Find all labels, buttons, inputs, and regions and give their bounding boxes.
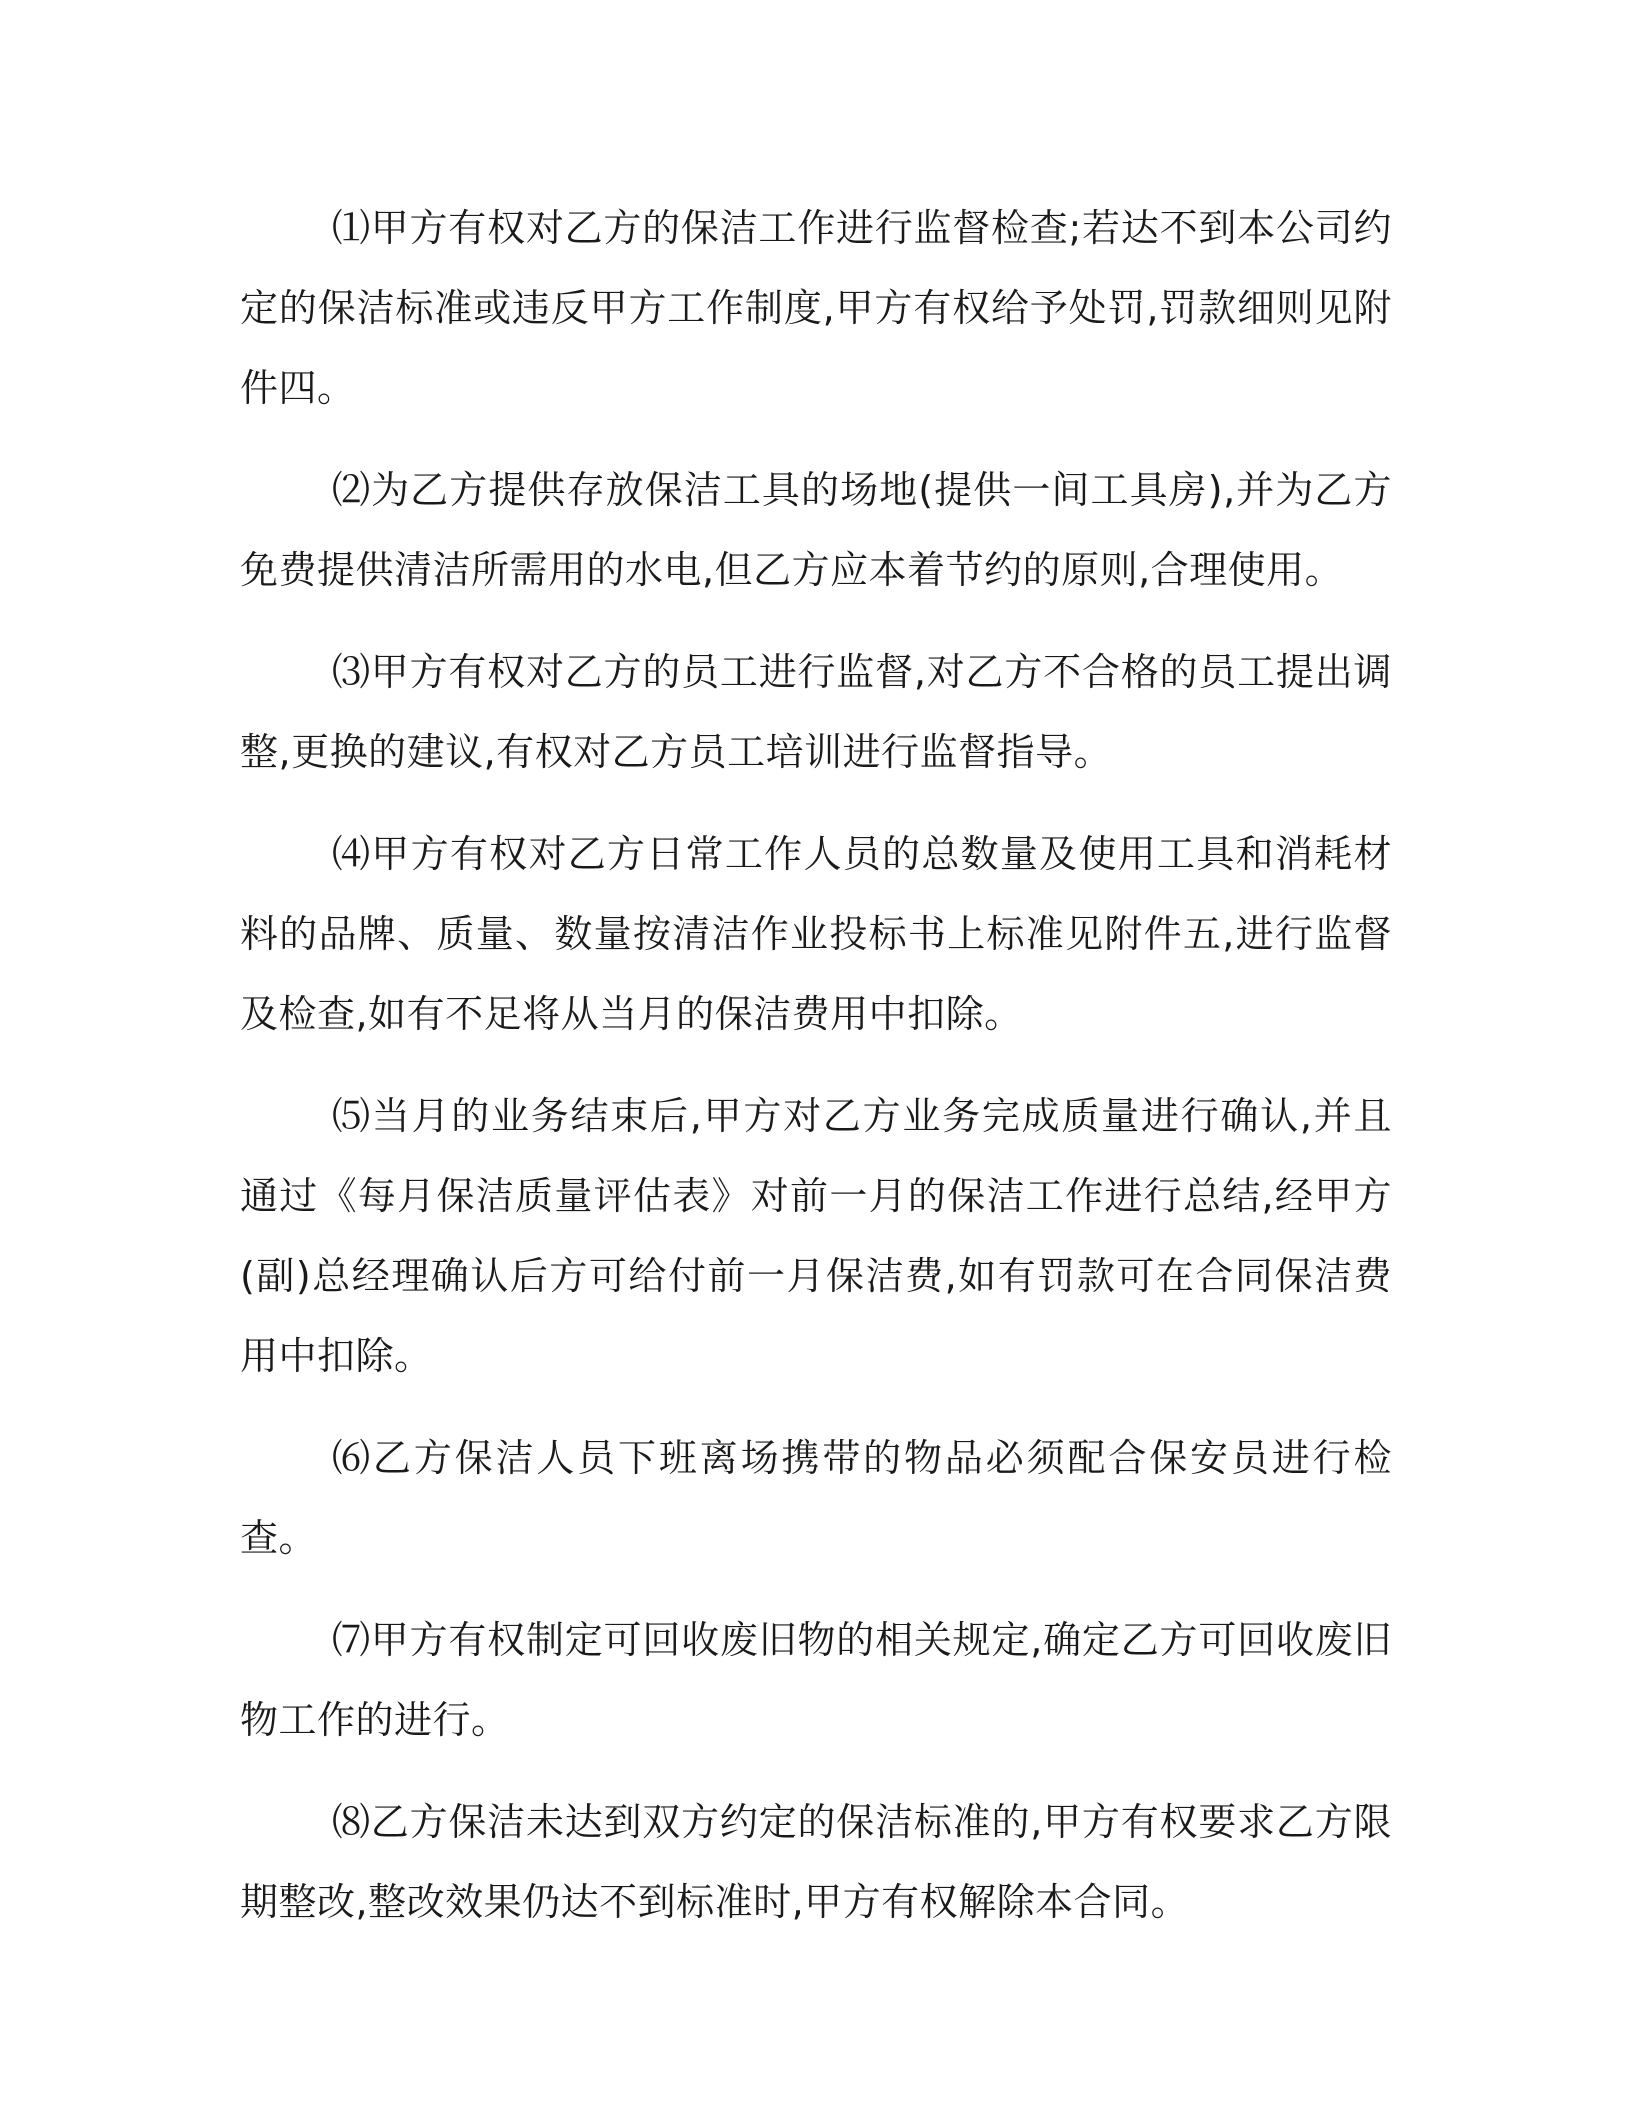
clause-8: ⑻乙方保洁未达到双方约定的保洁标准的,甲方有权要求乙方限期整改,整改效果仍达不到标准时,甲方有权解除本合同。 (240, 1800, 1392, 1924)
clause-3: ⑶甲方有权对乙方的员工进行监督,对乙方不合格的员工提出调整,更换的建议,有权对乙方员工培训进行监督指导。 (240, 650, 1392, 774)
clause-6: ⑹乙方保洁人员下班离场携带的物品必须配合保安员进行检查。 (240, 1436, 1392, 1560)
clause-4: ⑷甲方有权对乙方日常工作人员的总数量及使用工具和消耗材料的品牌、质量、数量按清洁作业投标书上标准见附件五,进行监督及检查,如有不足将从当月的保洁费用中扣除。 (240, 832, 1392, 1036)
clause-2: ⑵为乙方提供存放保洁工具的场地(提供一间工具房),并为乙方免费提供清洁所需用的水电,但乙方应本着节约的原则,合理使用。 (240, 468, 1392, 592)
document-body (240, 188, 1392, 1964)
clause-5: ⑸当月的业务结束后,甲方对乙方业务完成质量进行确认,并且通过《每月保洁质量评估表》对前一月的保洁工作进行总结,经甲方(副)总经理确认后方可给付前一月保洁费,如有罚款可在合同保洁费用中扣除。 (240, 1094, 1392, 1378)
clause-1: ⑴甲方有权对乙方的保洁工作进行监督检查;若达不到本公司约定的保洁标准或违反甲方工作制度,甲方有权给予处罚,罚款细则见附件四。 (240, 206, 1392, 410)
clause-7: ⑺甲方有权制定可回收废旧物的相关规定,确定乙方可回收废旧物工作的进行。 (240, 1618, 1392, 1742)
